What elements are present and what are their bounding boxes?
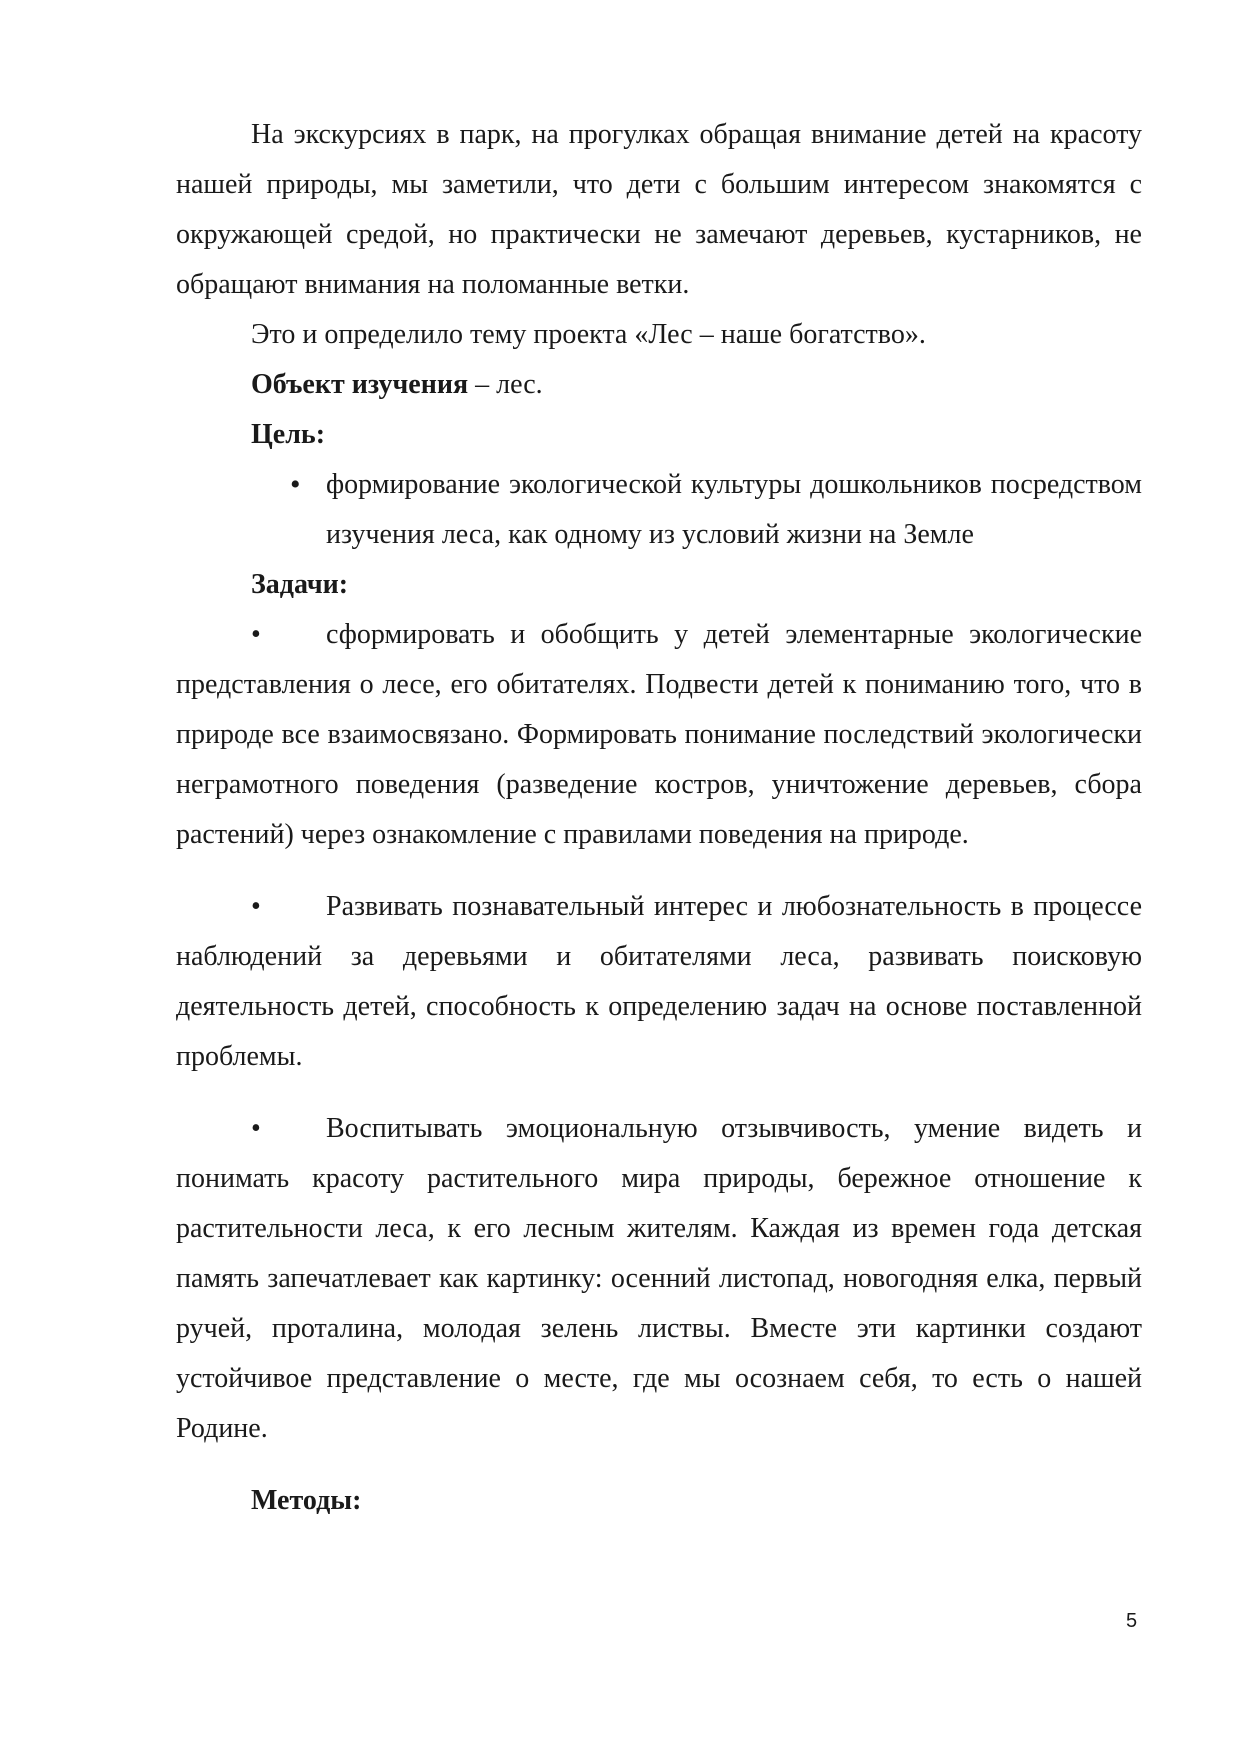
topic-paragraph: Это и определило тему проекта «Лес – наше богатство».	[251, 319, 926, 350]
methods-heading: Методы:	[251, 1485, 362, 1516]
goal-item: • формирование экологической культуры дошкольников посредством изучения леса, как одному из условий жизни на Земле	[326, 460, 1142, 560]
page-number: 5	[1126, 1610, 1138, 1632]
object-label: Объект изучения	[251, 369, 469, 400]
tasks-heading: Задачи:	[251, 569, 349, 600]
task-item	[176, 882, 1142, 1082]
object-value: – лес.	[468, 369, 543, 400]
task-text: Воспитывать эмоциональную отзывчивость, умение видеть и понимать красоту растительного мира природы, бережное отношение к растительности леса, к его лесным жителям. Каждая из времен года детская память запечатлевает как картинку: осенний листопад, новогодняя елка, первый ручей, проталина, молодая зелень листвы. Вместе эти картинки создают устойчивое представление о месте, где мы осознаем себя, то есть о нашей Родине.	[176, 1113, 1142, 1444]
goal-heading: Цель:	[251, 419, 326, 450]
bullet-icon: •	[251, 1113, 261, 1144]
bullet-icon: •	[251, 619, 261, 650]
goal-list	[176, 460, 1142, 560]
document-page	[176, 110, 1142, 1526]
task-text: сформировать и обобщить у детей элементарные экологические представления о лесе, его обитателях. Подвести детей к пониманию того, что в природе все взаимосвязано. Формировать понимание последствий экологически неграмотного поведения (разведение костров, уничтожение деревьев, сбора растений) через ознакомление с правилами поведения на природе.	[176, 619, 1142, 850]
object-of-study	[176, 360, 1142, 410]
bullet-icon: •	[251, 891, 261, 922]
task-item	[176, 1104, 1142, 1454]
task-item	[176, 610, 1142, 860]
intro-paragraph: На экскурсиях в парк, на прогулках обращая внимание детей на красоту нашей природы, мы заметили, что дети с большим интересом знакомятся с окружающей средой, но практически не замечают деревьев, кустарников, не обращают внимания на поломанные ветки.	[176, 119, 1142, 300]
task-text: Развивать познавательный интерес и любознательность в процессе наблюдений за деревьями и обитателями леса, развивать поисковую деятельность детей, способность к определению задач на основе поставленной проблемы.	[176, 891, 1142, 1072]
